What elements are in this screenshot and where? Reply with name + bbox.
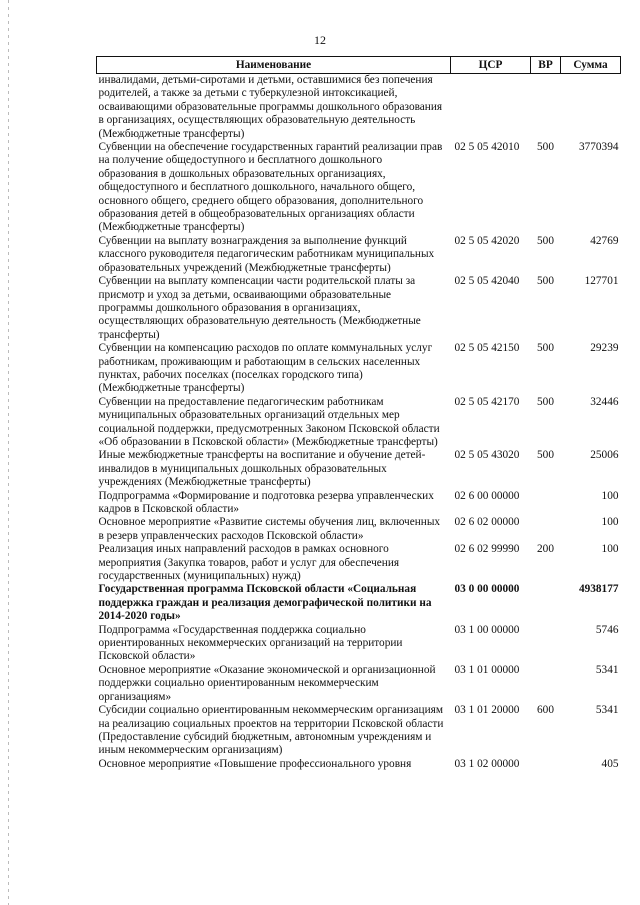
row-vr <box>531 516 561 543</box>
budget-table <box>96 56 621 771</box>
table-row <box>97 543 621 583</box>
row-sum: 405 <box>601 757 619 770</box>
row-csr: 02 5 05 42150 <box>454 342 520 355</box>
row-csr: 02 5 05 43020 <box>454 449 520 462</box>
table-row <box>97 342 621 396</box>
table-row <box>97 516 621 543</box>
row-vr <box>531 624 561 664</box>
row-sum: 100 <box>601 516 619 529</box>
row-sum: 3770394 <box>578 141 619 154</box>
row-name: Подпрограмма «Формирование и подготовка резерва управленческих кадров в Псковской области» <box>98 489 434 515</box>
row-vr <box>531 490 561 517</box>
row-sum: 32446 <box>590 395 619 408</box>
table-row <box>97 235 621 275</box>
table-row <box>97 74 621 142</box>
table-row <box>97 449 621 489</box>
row-sum: 42769 <box>590 234 619 247</box>
row-vr <box>531 583 561 623</box>
table-row <box>97 396 621 450</box>
row-name: Иные межбюджетные трансферты на воспитание и обучение детей-инвалидов в муниципальных дошкольных образовательных учреждениях (Межбюджетные трансферты) <box>98 449 426 489</box>
row-vr <box>531 758 561 771</box>
header-vr: ВР <box>531 57 561 74</box>
row-sum <box>561 74 621 142</box>
row-csr: 03 1 01 00000 <box>454 663 520 676</box>
row-vr: 600 <box>537 704 554 717</box>
table-row <box>97 490 621 517</box>
row-vr: 500 <box>537 275 554 288</box>
row-sum: 29239 <box>590 342 619 355</box>
row-name: инвалидами, детьми-сиротами и детьми, оставшимися без попечения родителей, а также за детьми с туберкулезной интоксикацией, осваивающими образовательные программы дошкольного образования в организациях, осуществляющих образовательную деятельность (Межбюджетные трансферты) <box>98 74 443 140</box>
row-vr: 500 <box>537 234 554 247</box>
row-csr: 03 1 01 20000 <box>454 704 520 717</box>
row-sum: 4938177 <box>578 583 619 596</box>
row-sum: 5341 <box>595 663 619 676</box>
row-csr: 02 5 05 42040 <box>454 275 520 288</box>
row-csr: 02 5 05 42020 <box>454 234 520 247</box>
table-row <box>97 583 621 623</box>
table-row <box>97 758 621 771</box>
table-header-row <box>97 57 621 74</box>
row-name: Субсидии социально ориентированным некоммерческим организациям на реализацию социальных проектов на территории Псковской области (Предоставление субсидий бюджетным, автономным учреждениям и иным некоммерческим организациям) <box>98 704 444 757</box>
row-vr: 500 <box>537 449 554 462</box>
row-name: Субвенции на предоставление педагогическим работникам муниципальных образовательных организаций отдельных мер социальной поддержки, предусмотренных Законом Псковской области «Об образовании в Псковской области» (Межбюджетные трансферты) <box>98 395 440 448</box>
row-csr: 02 6 00 00000 <box>454 489 520 502</box>
row-csr: 03 1 02 00000 <box>454 757 520 770</box>
row-name: Реализация иных направлений расходов в рамках основного мероприятия (Закупка товаров, работ и услуг для обеспечения государственных (муниципальных) нужд) <box>98 543 400 583</box>
row-sum: 100 <box>601 543 619 556</box>
row-vr <box>531 74 561 142</box>
scan-edge-line <box>8 0 9 905</box>
page-number: 12 <box>314 33 326 47</box>
row-name: Субвенции на выплату вознаграждения за выполнение функций классного руководителя педагогическим работникам муниципальных образовательных учреждений (Межбюджетные трансферты) <box>98 234 435 274</box>
row-name: Основное мероприятие «Развитие системы обучения лиц, включенных в резерв управленческих расходов Псковской области» <box>98 516 441 542</box>
row-vr: 500 <box>537 395 554 408</box>
row-name: Основное мероприятие «Оказание экономической и организационной поддержки социально ориентированным некоммерческим организациям» <box>98 663 436 703</box>
row-sum: 127701 <box>584 275 619 288</box>
row-csr: 02 6 02 00000 <box>454 516 520 529</box>
row-name: Основное мероприятие «Повышение профессионального уровня <box>98 757 412 770</box>
row-name: Государственная программа Псковской области «Социальная поддержка граждан и реализация демографической политики на 2014-2020 годы» <box>98 583 432 623</box>
row-name: Субвенции на обеспечение государственных гарантий реализации прав на получение общедоступного и бесплатного дошкольного образования в дошкольных образовательных организациях, общедоступного и бесплатного дошкольного, начального общего, основного общего, среднего общего образования, дополнительного образования детей в общеобразовательных организациях области (Межбюджетные трансферты) <box>98 141 443 234</box>
row-sum: 5341 <box>595 704 619 717</box>
row-sum: 100 <box>601 489 619 502</box>
row-sum: 25006 <box>590 449 619 462</box>
row-name: Субвенции на компенсацию расходов по оплате коммунальных услуг работникам, проживающим и работающим в сельских населенных пунктах, рабочих поселках (поселках городского типа) (Межбюджетные трансферты) <box>98 342 433 395</box>
row-name: Подпрограмма «Государственная поддержка социально ориентированных некоммерческих организаций на территории Псковской области» <box>98 623 403 663</box>
row-csr: 02 6 02 99990 <box>454 543 520 556</box>
row-name: Субвенции на выплату компенсации части родительской платы за присмотр и уход за детьми, осваивающими образовательные программы дошкольного образования в организациях, осуществляющих образовательную деятельность (Межбюджетные трансферты) <box>98 275 421 341</box>
table-row <box>97 141 621 235</box>
header-sum: Сумма <box>561 57 621 74</box>
row-vr: 200 <box>537 543 554 556</box>
row-csr: 03 1 00 00000 <box>454 623 520 636</box>
table-row <box>97 664 621 704</box>
header-name: Наименование <box>97 57 451 74</box>
row-csr: 03 0 00 00000 <box>454 583 520 596</box>
table-row <box>97 704 621 758</box>
row-vr: 500 <box>537 342 554 355</box>
row-csr: 02 5 05 42010 <box>454 141 520 154</box>
row-vr: 500 <box>537 141 554 154</box>
header-csr: ЦСР <box>451 57 531 74</box>
row-csr: 02 5 05 42170 <box>454 395 520 408</box>
table-row <box>97 275 621 342</box>
row-sum: 5746 <box>595 623 619 636</box>
row-vr <box>531 664 561 704</box>
table-row <box>97 624 621 664</box>
row-csr <box>451 74 531 142</box>
